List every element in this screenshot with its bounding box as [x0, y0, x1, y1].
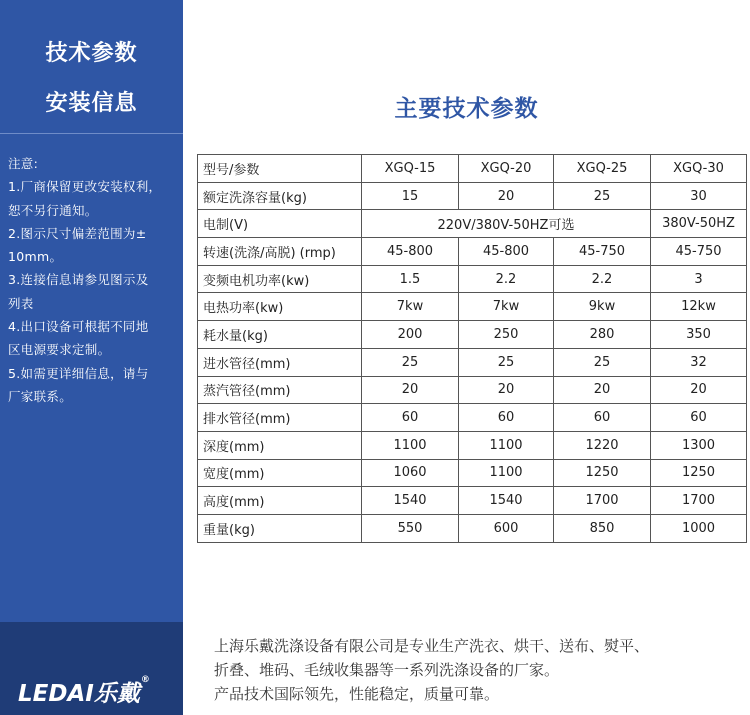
row-label: 深度(mm) [198, 431, 362, 459]
table-cell: 60 [554, 404, 651, 432]
row-label: 高度(mm) [198, 487, 362, 515]
description-line: 上海乐戴洗涤设备有限公司是专业生产洗衣、烘干、送布、熨平、 [214, 637, 650, 655]
row-label: 耗水量(kg) [198, 321, 362, 349]
table-row [198, 431, 747, 459]
registered-mark: ® [140, 675, 150, 685]
table-row [198, 265, 747, 293]
table-cell: 1700 [651, 487, 747, 515]
table-row [198, 321, 747, 349]
row-label: 变频电机功率(kw) [198, 265, 362, 293]
table-row [198, 210, 747, 238]
row-label: 进水管径(mm) [198, 348, 362, 376]
table-cell: 20 [459, 182, 554, 210]
notes-line: 1.厂商保留更改安装权利， [8, 179, 162, 195]
sidebar [0, 0, 183, 622]
table-cell: 550 [362, 514, 459, 542]
table-cell: 30 [651, 182, 747, 210]
table-cell: 1250 [651, 459, 747, 487]
company-description [214, 634, 744, 706]
table-cell: 250 [459, 321, 554, 349]
table-cell: 200 [362, 321, 459, 349]
table-cell: 2.2 [459, 265, 554, 293]
table-header-row [198, 155, 747, 183]
table-cell: 1060 [362, 459, 459, 487]
row-label: 蒸汽管径(mm) [198, 376, 362, 404]
description-line: 产品技术国际领先，性能稳定，质量可靠。 [214, 685, 500, 703]
footer-logo-panel [0, 622, 183, 715]
table-cell: 45-750 [554, 238, 651, 266]
row-label: 电热功率(kw) [198, 293, 362, 321]
table-cell: 45-750 [651, 238, 747, 266]
table-row [198, 238, 747, 266]
table-cell: 25 [362, 348, 459, 376]
table-row [198, 514, 747, 542]
brand-logo [18, 675, 150, 708]
notes-block [8, 152, 180, 408]
header-cell: XGQ-25 [554, 155, 651, 183]
notes-line: 注意: [8, 156, 39, 171]
page-title: 主要技术参数 [394, 96, 539, 122]
table-cell: 1100 [459, 459, 554, 487]
table-cell: 45-800 [459, 238, 554, 266]
table-cell: 25 [554, 348, 651, 376]
table-cell: 850 [554, 514, 651, 542]
table-cell: 600 [459, 514, 554, 542]
sidebar-title-tech-params[interactable]: 技术参数 [45, 41, 138, 66]
table-cell: 15 [362, 182, 459, 210]
table-row [198, 404, 747, 432]
spec-table [197, 154, 747, 543]
notes-line: 列表 [8, 295, 34, 311]
table-cell: 350 [651, 321, 747, 349]
table-row [198, 487, 747, 515]
table-cell: 25 [554, 182, 651, 210]
table-cell: 1000 [651, 514, 747, 542]
table-cell: 1700 [554, 487, 651, 515]
table-cell: 20 [554, 376, 651, 404]
table-cell: 1540 [362, 487, 459, 515]
header-cell: 型号/参数 [198, 155, 362, 183]
notes-line: 4.出口设备可根据不同地 [8, 319, 149, 335]
table-cell: 60 [651, 404, 747, 432]
header-cell: XGQ-15 [362, 155, 459, 183]
notes-line: 恕不另行通知。 [8, 202, 98, 218]
table-cell: 3 [651, 265, 747, 293]
table-cell: 12kw [651, 293, 747, 321]
table-cell: 7kw [459, 293, 554, 321]
brand-logo-text: LEDAI乐戴 [18, 681, 140, 707]
notes-line: 5.如需更详细信息，请与 [8, 365, 149, 381]
table-cell: 20 [362, 376, 459, 404]
table-cell: 45-800 [362, 238, 459, 266]
table-cell: 60 [362, 404, 459, 432]
table-cell: 9kw [554, 293, 651, 321]
table-cell: 60 [459, 404, 554, 432]
notes-line: 2.图示尺寸偏差范围为± [8, 225, 147, 241]
table-cell: 20 [651, 376, 747, 404]
table-cell: 380V-50HZ [651, 210, 747, 238]
table-row [198, 459, 747, 487]
notes-line: 3.连接信息请参见图示及 [8, 272, 149, 288]
table-row [198, 293, 747, 321]
table-cell: 1250 [554, 459, 651, 487]
sidebar-divider [0, 133, 183, 134]
row-label: 额定洗涤容量(kg) [198, 182, 362, 210]
table-cell: 1540 [459, 487, 554, 515]
notes-line: 10mm。 [8, 249, 63, 265]
row-label: 转速(洗涤/高脱) (rmp) [198, 238, 362, 266]
table-cell-merged: 220V/380V-50HZ可选 [362, 210, 651, 238]
table-cell: 20 [459, 376, 554, 404]
table-cell: 7kw [362, 293, 459, 321]
description-line: 折叠、堆码、毛绒收集器等一系列洗涤设备的厂家。 [214, 661, 560, 679]
table-cell: 32 [651, 348, 747, 376]
row-label: 宽度(mm) [198, 459, 362, 487]
table-cell: 2.2 [554, 265, 651, 293]
table-cell: 1.5 [362, 265, 459, 293]
table-cell: 1220 [554, 431, 651, 459]
notes-line: 厂家联系。 [8, 388, 73, 404]
table-cell: 1100 [459, 431, 554, 459]
table-cell: 1300 [651, 431, 747, 459]
header-cell: XGQ-30 [651, 155, 747, 183]
table-cell: 25 [459, 348, 554, 376]
table-row [198, 348, 747, 376]
table-cell: 280 [554, 321, 651, 349]
table-row [198, 182, 747, 210]
table-row [198, 376, 747, 404]
header-cell: XGQ-20 [459, 155, 554, 183]
row-label: 电制(V) [198, 210, 362, 238]
row-label: 排水管径(mm) [198, 404, 362, 432]
notes-line: 区电源要求定制。 [8, 342, 111, 358]
sidebar-title-install-info[interactable]: 安装信息 [45, 91, 138, 116]
row-label: 重量(kg) [198, 514, 362, 542]
table-cell: 1100 [362, 431, 459, 459]
